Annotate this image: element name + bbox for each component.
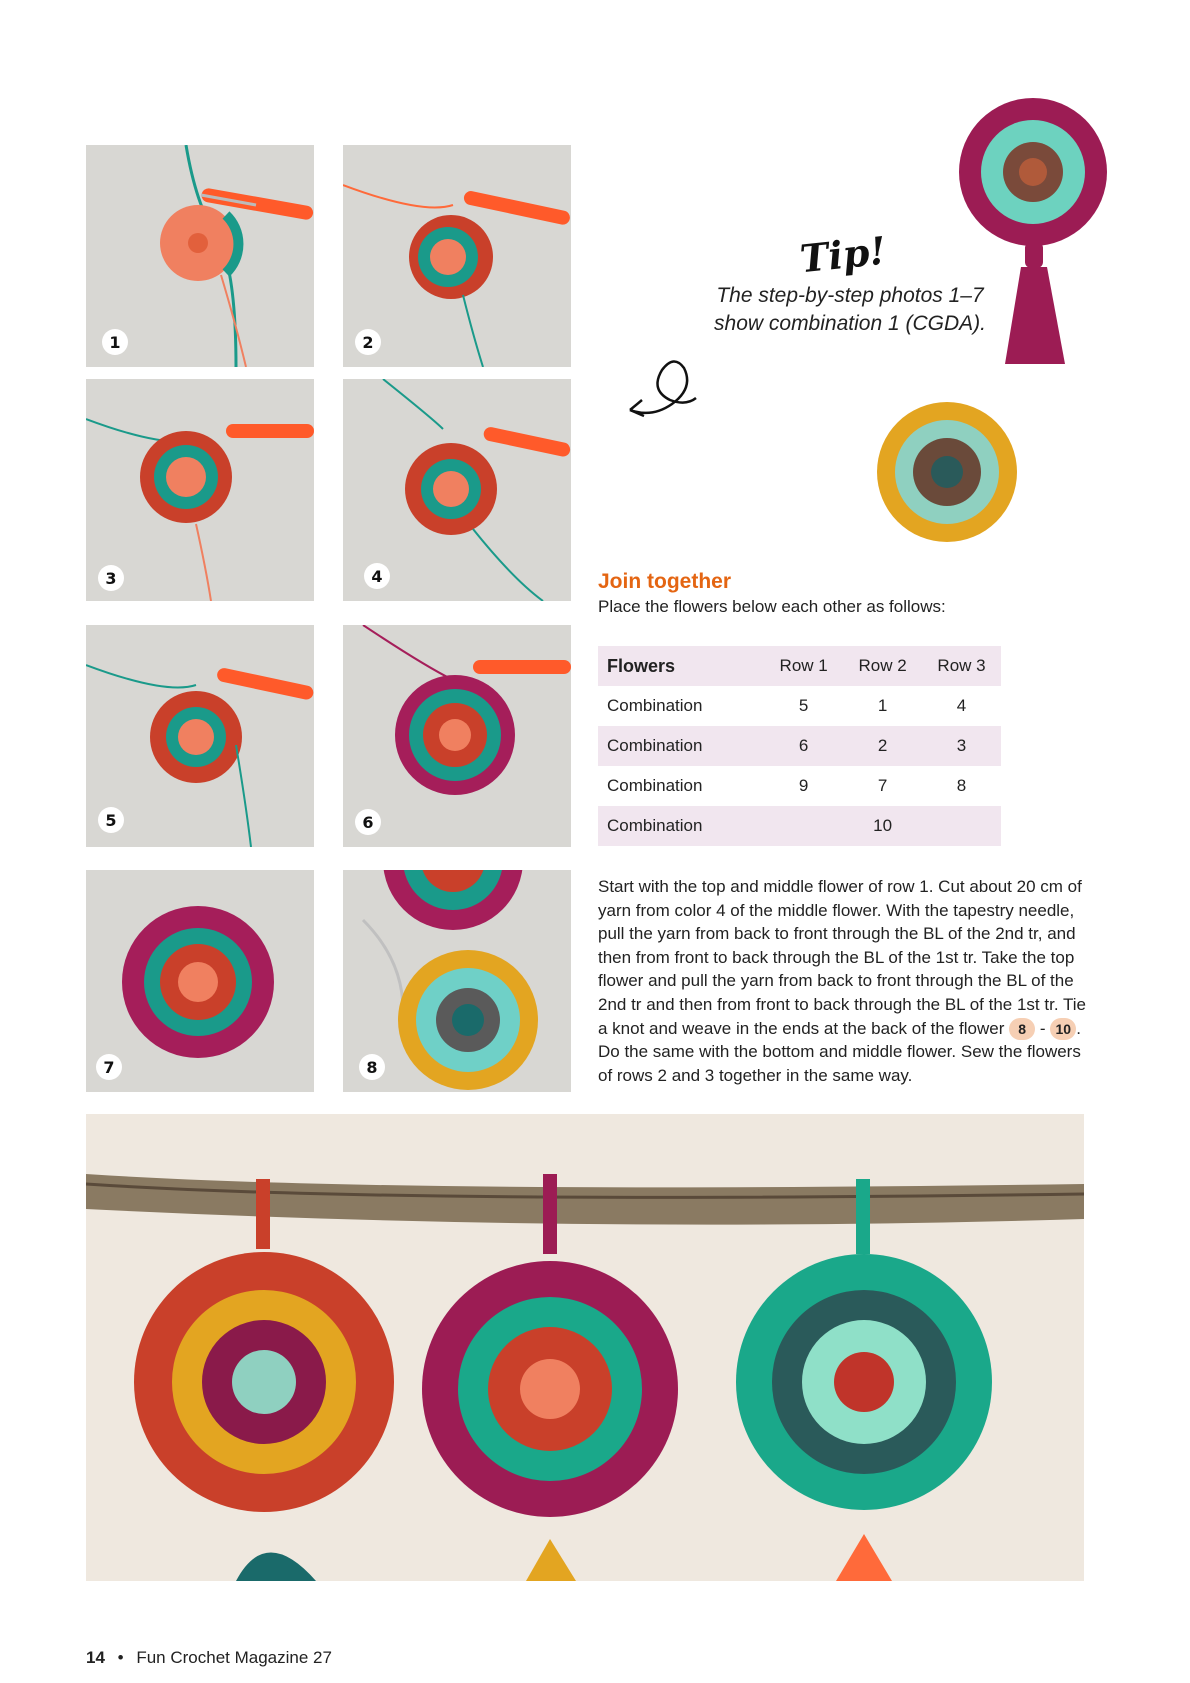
step-number-badge: 1 [102,329,128,355]
table-header-row [598,646,1001,686]
tip-title: Tip! [797,227,889,282]
table-row [598,686,1001,726]
step-photo-1 [86,145,314,367]
step-number-badge: 5 [98,807,124,833]
step-photo-8 [343,870,571,1092]
flower-number-badge: 8 [1009,1018,1035,1040]
tip-text: The step-by-step photos 1–7 show combination 1 (CGDA). [714,284,986,335]
table-row [598,806,1001,846]
table-cell: Combination [607,736,703,755]
step-photo-6 [343,625,571,847]
page-footer [86,1648,332,1668]
section-title-join: Join together [598,570,732,593]
table-cell: 6 [798,736,809,755]
section-intro: Place the flowers below each other as follows: [598,597,946,616]
step-photo-4 [343,379,571,601]
table-cell: 7 [877,776,888,795]
page-number: 14 [86,1648,105,1667]
step-number-badge: 7 [96,1054,122,1080]
flower-number-badge: 10 [1050,1018,1076,1040]
step-number-badge: 2 [355,329,381,355]
table-cell: 1 [877,696,888,715]
instructions-paragraph [598,875,1088,1087]
step-number-badge: 3 [98,565,124,591]
footer-bullet: • [117,1648,124,1667]
table-cell: 2 [877,736,888,755]
table-cell: 9 [798,776,809,795]
table-cell: 3 [956,736,967,755]
table-cell: 8 [956,776,967,795]
step-number-badge: 8 [359,1054,385,1080]
curly-arrow-icon [622,348,698,424]
table-cell: Combination [607,776,703,795]
table-header-cell: Row 1 [779,656,828,675]
magazine-name: Fun Crochet Magazine 27 [136,1648,332,1667]
table-cell: 5 [798,696,809,715]
table-row [598,726,1001,766]
step-photo-2 [343,145,571,367]
hanging-flowers-photo [86,1114,1084,1581]
table-cell: Combination [607,696,703,715]
step-number-badge: 4 [364,563,390,589]
table-row [598,766,1001,806]
table-cell: 4 [956,696,967,715]
step-photo-3 [86,379,314,601]
flower-photo-yellow [875,392,1021,552]
step-photo-5 [86,625,314,847]
table-header-cell: Row 3 [937,656,986,675]
table-cell: Combination [607,816,703,835]
step-number-badge: 6 [355,809,381,835]
instructions-text: . Do the same with the bottom and middle flower. Sew the flowers of rows 2 and 3 together in the same way. [598,1018,1081,1085]
step-photo-7 [86,870,314,1092]
table-cell [764,806,843,846]
dash: - [1039,1018,1046,1038]
table-cell [922,806,1001,846]
table-header-cell: Row 2 [858,656,907,675]
instructions-text: Start with the top and middle flower of row 1. Cut about 20 cm of yarn from color 4 of the middle flower. With the tapestry needle, pull the yarn from back to front through the BL of the 2nd tr, and then from front to back through the BL of the 1st tr. Take the top flower and pull the yarn from back to front through the BL of the 2nd tr and then from front to back through the BL of the 1st tr. Tie a knot and weave in the ends at the back of the flower [598,877,1086,1038]
table-cell: 10 [873,816,893,835]
flowers-table [598,646,1001,846]
table-header-cell: Flowers [607,655,676,676]
